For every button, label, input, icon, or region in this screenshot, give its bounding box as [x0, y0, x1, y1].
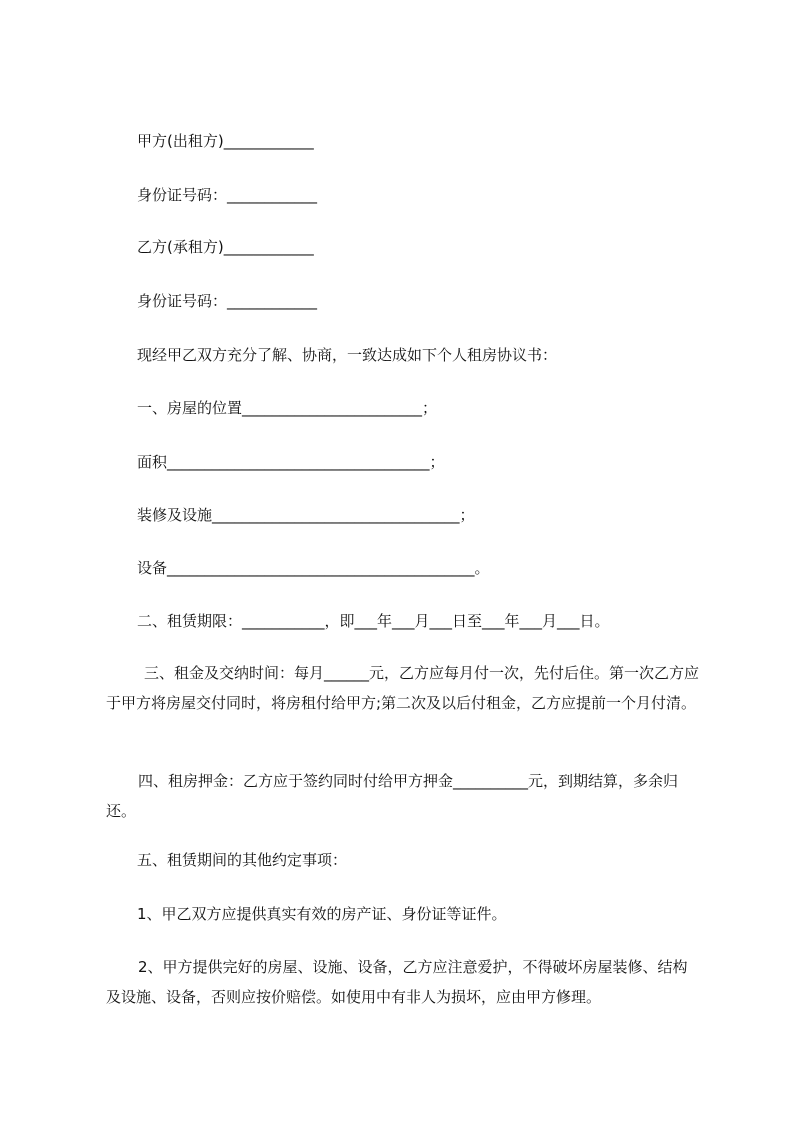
house-location-line: 一、房屋的位置________________________；	[137, 399, 438, 417]
decoration-line: 装修及设施_________________________________；	[137, 506, 475, 524]
term-2: 2、甲方提供完好的房屋、设施、设备，乙方应注意爱护，不得破坏房屋装修、结构及设施、设备，否则应按价赔偿。如使用中有非人为损坏，应由甲方修理。	[106, 958, 688, 1006]
lessor-id-line: 身份证号码：____________	[137, 186, 318, 204]
lease-term-line: 二、租赁期限：___________，即___年___月___日至___年___月___日。	[137, 612, 610, 630]
agreement-intro: 现经甲乙双方充分了解、协商，一致达成如下个人租房协议书：	[137, 346, 558, 364]
lessee-id-line: 身份证号码：____________	[137, 292, 318, 310]
deposit-paragraph: 四、租房押金：乙方应于签约同时付给甲方押金__________元，到期结算，多余归还。	[106, 772, 679, 820]
lessor-line: 甲方(出租方)____________	[137, 132, 314, 150]
equipment-line: 设备_________________________________________。	[137, 559, 490, 577]
term-1: 1、甲乙双方应提供真实有效的房产证、身份证等证件。	[137, 905, 507, 923]
area-line: 面积___________________________________；	[137, 453, 445, 471]
rent-payment-paragraph: 三、租金及交纳时间：每月______元，乙方应每月付一次，先付后住。第一次乙方应于甲方将房屋交付同时，将房租付给甲方;第二次及以后付租金，乙方应提前一个月付清。	[106, 664, 700, 712]
lessee-line: 乙方(承租方)____________	[137, 238, 314, 256]
other-terms-heading: 五、租赁期间的其他约定事项：	[137, 851, 348, 869]
